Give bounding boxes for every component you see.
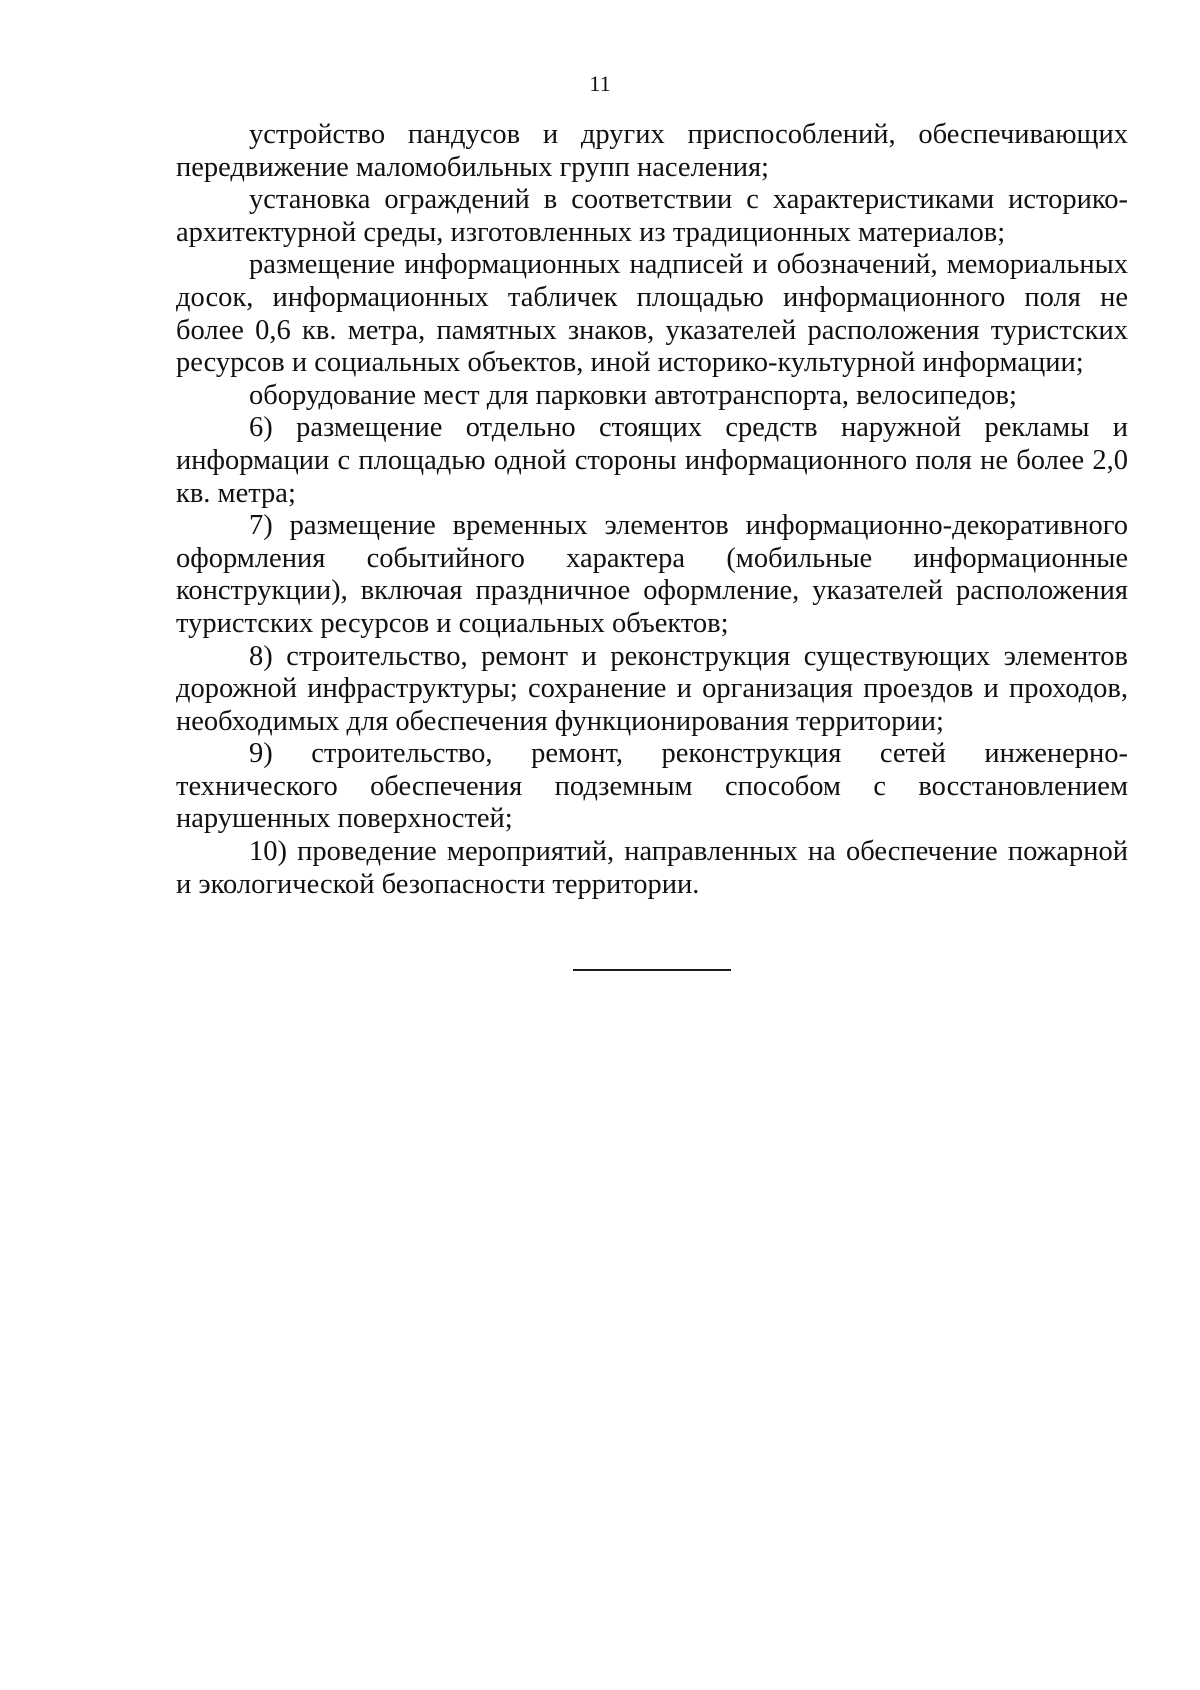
page-number: 11 [589,71,611,96]
paragraph-fences [176,184,1128,249]
list-item-7 [176,510,1128,640]
list-item-10 [176,836,1128,901]
paragraph-text: размещение информационных надписей и обозначений, мемориальных досок, информационных табличек площадью информационного поля не более 0,6 кв. метра, памятных знаков, указателей расположения туристских ресурсов и социальных объектов, иной историко-культурной информации; [176,249,1128,379]
paragraph-parking [176,380,1128,413]
list-item-6 [176,412,1128,510]
paragraph-text: строительство, ремонт и реконструкция существующих элементов дорожной инфраструктуры; сохранение и организация проездов и проходов, необходимых для обеспечения функционирования территории; [176,640,1128,737]
list-item-9 [176,738,1128,836]
paragraph-text: установка ограждений в соответствии с характеристиками историко-архитектурной среды, изготовленных из традиционных материалов; [176,184,1128,248]
paragraph-ramps [176,119,1128,184]
list-item-number: 8) [249,640,273,672]
end-separator-line [573,969,731,971]
paragraph-text: размещение временных элементов информационно-декоративного оформления событийного характера (мобильные информационные конструкции), включая праздничное оформление, указателей расположения туристских ресурсов и социальных объектов; [176,510,1128,639]
paragraph-text: устройство пандусов и других приспособлений, обеспечивающих передвижение маломобильных групп населения; [176,119,1128,183]
paragraph-text: проведение мероприятий, направленных на обеспечение пожарной и экологической безопасности территории. [176,836,1128,900]
paragraph-info-signs [176,249,1128,379]
list-item-number: 7) [249,510,273,542]
paragraph-text: оборудование мест для парковки автотранспорта, велосипедов; [249,379,1017,411]
paragraph-text: строительство, ремонт, реконструкция сетей инженерно-технического обеспечения подземным способом с восстановлением нарушенных поверхностей; [176,738,1128,835]
list-item-number: 10) [249,836,287,868]
list-item-8 [176,641,1128,739]
paragraph-text: размещение отдельно стоящих средств наружной рекламы и информации с площадью одной стороны информационного поля не более 2,0 кв. метра; [176,412,1128,509]
list-item-number: 6) [249,412,273,444]
list-item-number: 9) [249,738,273,770]
document-body [176,119,1128,901]
